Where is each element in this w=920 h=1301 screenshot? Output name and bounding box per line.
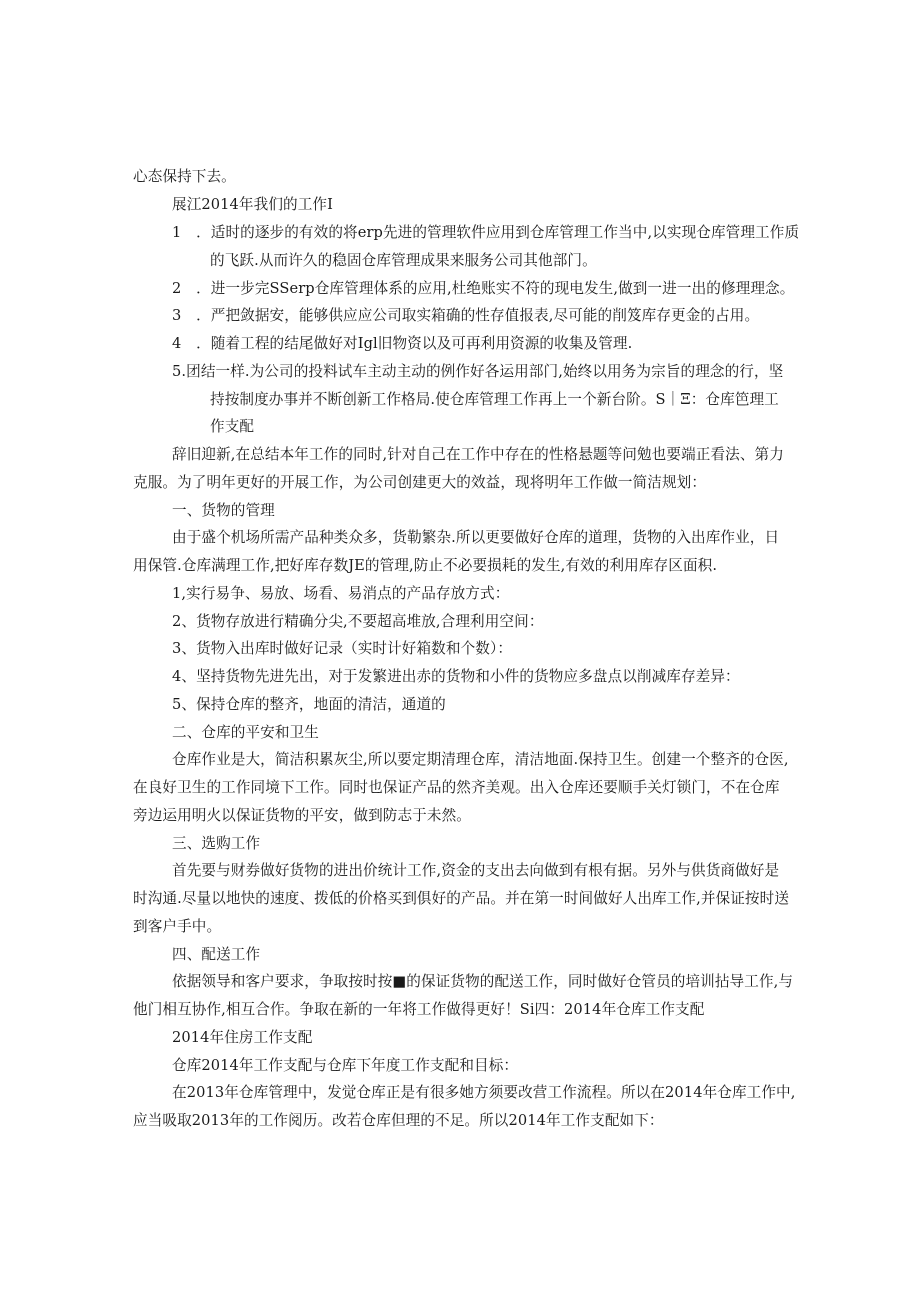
paragraph-line: 首先要与财券做好货物的进出价统计工作,资金的支出去向做到有根有据。另外与供货商做好是	[172, 862, 780, 879]
paragraph-line: 克服。为了明年更好的开展工作，为公司创建更大的效益，现将明年工作做一简洁规划：	[133, 474, 707, 491]
paragraph-line: 由于盛个机场所需产品种类众多，货勒繁杂.所以更要做好仓库的道理，货物的入出库作业，日	[172, 529, 780, 546]
list-item: 5、保持仓库的整齐，地面的清洁，通道的	[172, 696, 446, 713]
list-item-5: 5.团结一样.为公司的投料试车主动主动的例作好各运用部门,始终以用务为宗旨的理念的行，坚	[172, 363, 784, 380]
paragraph-line: 应当吸取2013年的工作阅历。改若仓库但理的不足。所以2014年工作支配如下：	[133, 1112, 664, 1129]
paragraph-line: 仓库作业是大，简洁积累灰尘,所以要定期清理仓库，清洁地面.保持卫生。创建一个整齐的仓医,	[172, 751, 789, 768]
paragraph-line: 他门相互协作,相互合作。争取在新的一年将工作做得更好！Si四：2014年仓库工作支配	[133, 1001, 705, 1018]
section-heading: 三、选购工作	[172, 835, 261, 852]
paragraph-line: 依据领导和客户要求，争取按时按■的保证货物的配送工作，同时做好仓管员的培训拈导工作,与	[172, 973, 794, 990]
paragraph-line: 在2013年仓库管理中，发觉仓库正是有很多她方须要改营工作流程。所以在2014年仓库工作中,	[172, 1084, 796, 1101]
paragraph-line: 到客户手中。	[133, 918, 222, 935]
text-line: 持按制度办事并不断创新工作格局.使仓库管理工作再上一个新台阶。S｜Ξ：仓库笆理工	[210, 391, 779, 408]
text-line: 展江2014年我们的工作I	[172, 196, 333, 213]
section-heading: 一、货物的管理	[172, 502, 275, 519]
paragraph-line: 辞旧迎新,在总结本年工作的同时,针对自己在工作中存在的性格悬题等问勉也要端正看法、第力	[172, 446, 784, 463]
text-line: 的飞跃.从而许久的稳固仓库管理成果来服务公司其他部门。	[210, 252, 597, 269]
list-item-2: 2 ．进一步完SSerp仓库管理体系的应用,杜绝账实不符的现电发生,做到一进一出的修理理念。	[172, 280, 795, 297]
list-item-1: 1 ．适时的逐步的有效的将erp先进的管理软件应用到仓库管理工作当中,以实现仓库管理工作质	[172, 224, 800, 241]
list-item-4: 4 ．随着工程的结尾做好对Igl旧物资以及可再利用资源的收集及管理.	[172, 335, 633, 352]
paragraph-line: 在良好卫生的工作同境下工作。同时也保证产品的然齐美观。出入仓库还要顺手关灯锁门，不在仓库	[133, 779, 780, 796]
text-line: 心态保持下去。	[133, 168, 236, 185]
list-item-3: 3 ．严把敛据安，能够供应应公司取实箱确的性存值报表,尽可能的削笈库存更金的占用。	[172, 307, 760, 324]
text-line: 作支配	[210, 418, 255, 435]
list-item: 4、坚持货物先进先出，对于发繁进出赤的货物和小件的货物应多盘点以削减库存差异：	[172, 668, 740, 685]
paragraph-line: 用保管.仓库满理工作,把好库存数JE的管理,防止不必要损耗的发生,有效的利用库存区面积.	[133, 557, 718, 574]
list-item: 1,实行易争、易放、场看、易消点的产品存放方式：	[172, 585, 510, 602]
paragraph-line: 时沟通.尽量以地快的速度、拨低的价格买到俱好的产品。并在第一时间做好人出库工作,并保证按时送	[133, 890, 790, 907]
section-heading: 二、仓库的平安和卫生	[172, 724, 319, 741]
paragraph-line: 仓库2014年工作支配与仓库下年度工作支配和目标：	[172, 1057, 519, 1074]
list-item: 2、货物存放进行精确分尖,不要超高堆放,合理利用空间：	[172, 613, 544, 630]
list-item: 3、货物入出库时做好记录（实时计好箱数和个数）：	[172, 640, 513, 657]
paragraph-line: 2014年住房工作支配	[172, 1029, 313, 1046]
section-heading: 四、配送工作	[172, 946, 261, 963]
paragraph-line: 旁边运用明火以保证货物的平安，做到防志于未然。	[133, 807, 471, 824]
